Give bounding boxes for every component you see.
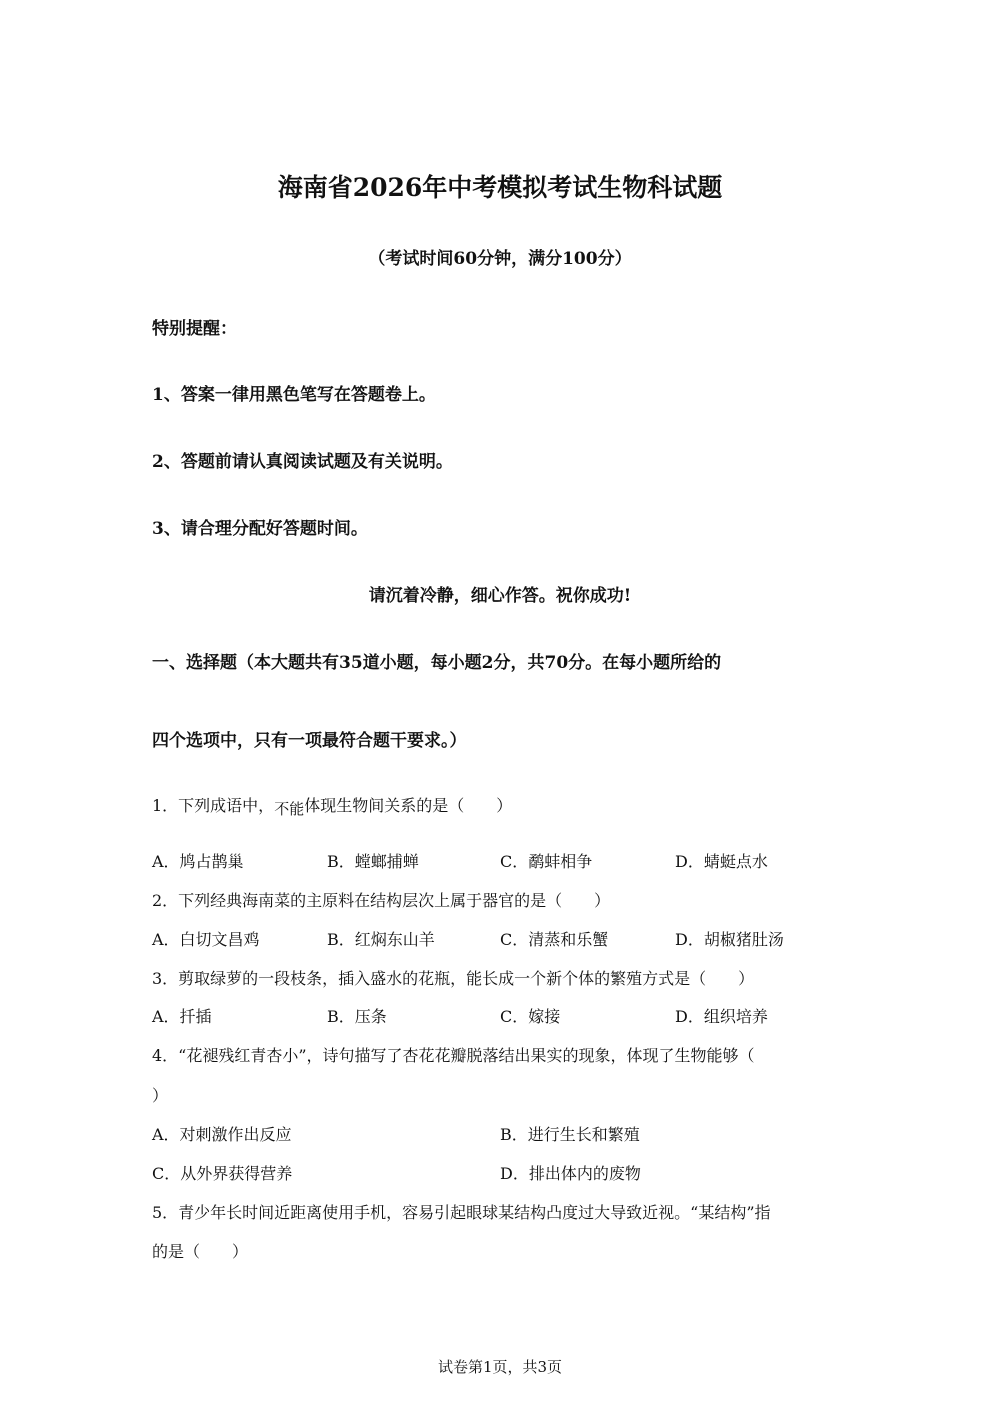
question-1-stem-pre: 1．下列成语中， — [152, 796, 275, 815]
question-5-stem-line-1: 5．青少年长时间近距离使用手机，容易引起眼球某结构凸度过大导致近视。“某结构”指 — [152, 1203, 771, 1222]
question-4-stem-line-2: ） — [152, 1086, 169, 1105]
question-3-option-b: B．压条 — [327, 1007, 387, 1026]
reminder-label: 特别提醒： — [152, 319, 237, 339]
question-1-not-word: 不能 — [274, 800, 305, 818]
reminder-item-1: 1、答案一律用黑色笔写在答题卷上。 — [152, 385, 436, 405]
question-1-stem-post: 体现生物间关系的是（ ） — [304, 796, 513, 815]
question-3-stem: 3．剪取绿萝的一段枝条，插入盛水的花瓶，能长成一个新个体的繁殖方式是（ ） — [152, 969, 755, 988]
reminder-item-2: 2、答题前请认真阅读试题及有关说明。 — [152, 452, 453, 472]
question-4-option-b: B．进行生长和繁殖 — [500, 1125, 640, 1144]
reminder-item-3: 3、请合理分配好答题时间。 — [152, 519, 368, 539]
section-heading-line-2: 四个选项中，只有一项最符合题干要求。） — [152, 731, 467, 751]
exam-title: 海南省2026年中考模拟考试生物科试题 — [277, 173, 723, 202]
question-4-option-c: C．从外界获得营养 — [152, 1164, 293, 1183]
question-4-option-a: A．对刺激作出反应 — [152, 1125, 292, 1144]
question-2-option-d: D．胡椒猪肚汤 — [675, 930, 784, 949]
question-4-stem-line-1: 4．“花褪残红青杏小”，诗句描写了杏花花瓣脱落结出果实的现象，体现了生物能够（ — [152, 1046, 755, 1065]
exam-subtitle: （考试时间60分钟，满分100分） — [368, 249, 632, 269]
question-4-option-d: D．排出体内的废物 — [500, 1164, 641, 1183]
question-1-stem — [152, 793, 512, 816]
question-1-option-b: B．螳螂捕蝉 — [327, 852, 419, 871]
question-3-option-d: D．组织培养 — [675, 1007, 768, 1026]
question-3-option-c: C．嫁接 — [500, 1007, 561, 1026]
question-2-option-c: C．清蒸和乐蟹 — [500, 930, 609, 949]
section-heading-line-1: 一、选择题（本大题共有35道小题，每小题2分，共70分。在每小题所给的 — [152, 653, 722, 673]
question-2-stem: 2．下列经典海南菜的主原料在结构层次上属于器官的是（ ） — [152, 891, 611, 910]
question-1-option-c: C．鹬蚌相争 — [500, 852, 593, 871]
question-5-stem-line-2: 的是（ ） — [152, 1242, 249, 1261]
question-1-option-d: D．蜻蜓点水 — [675, 852, 768, 871]
question-2-option-a: A．白切文昌鸡 — [152, 930, 260, 949]
page-footer: 试卷第1页，共3页 — [437, 1358, 563, 1376]
question-2-option-b: B．红焖东山羊 — [327, 930, 435, 949]
question-3-option-a: A．扦插 — [152, 1007, 212, 1026]
reminder-motto: 请沉着冷静，细心作答。祝你成功! — [368, 586, 632, 606]
question-1-option-a: A．鸠占鹊巢 — [152, 852, 244, 871]
